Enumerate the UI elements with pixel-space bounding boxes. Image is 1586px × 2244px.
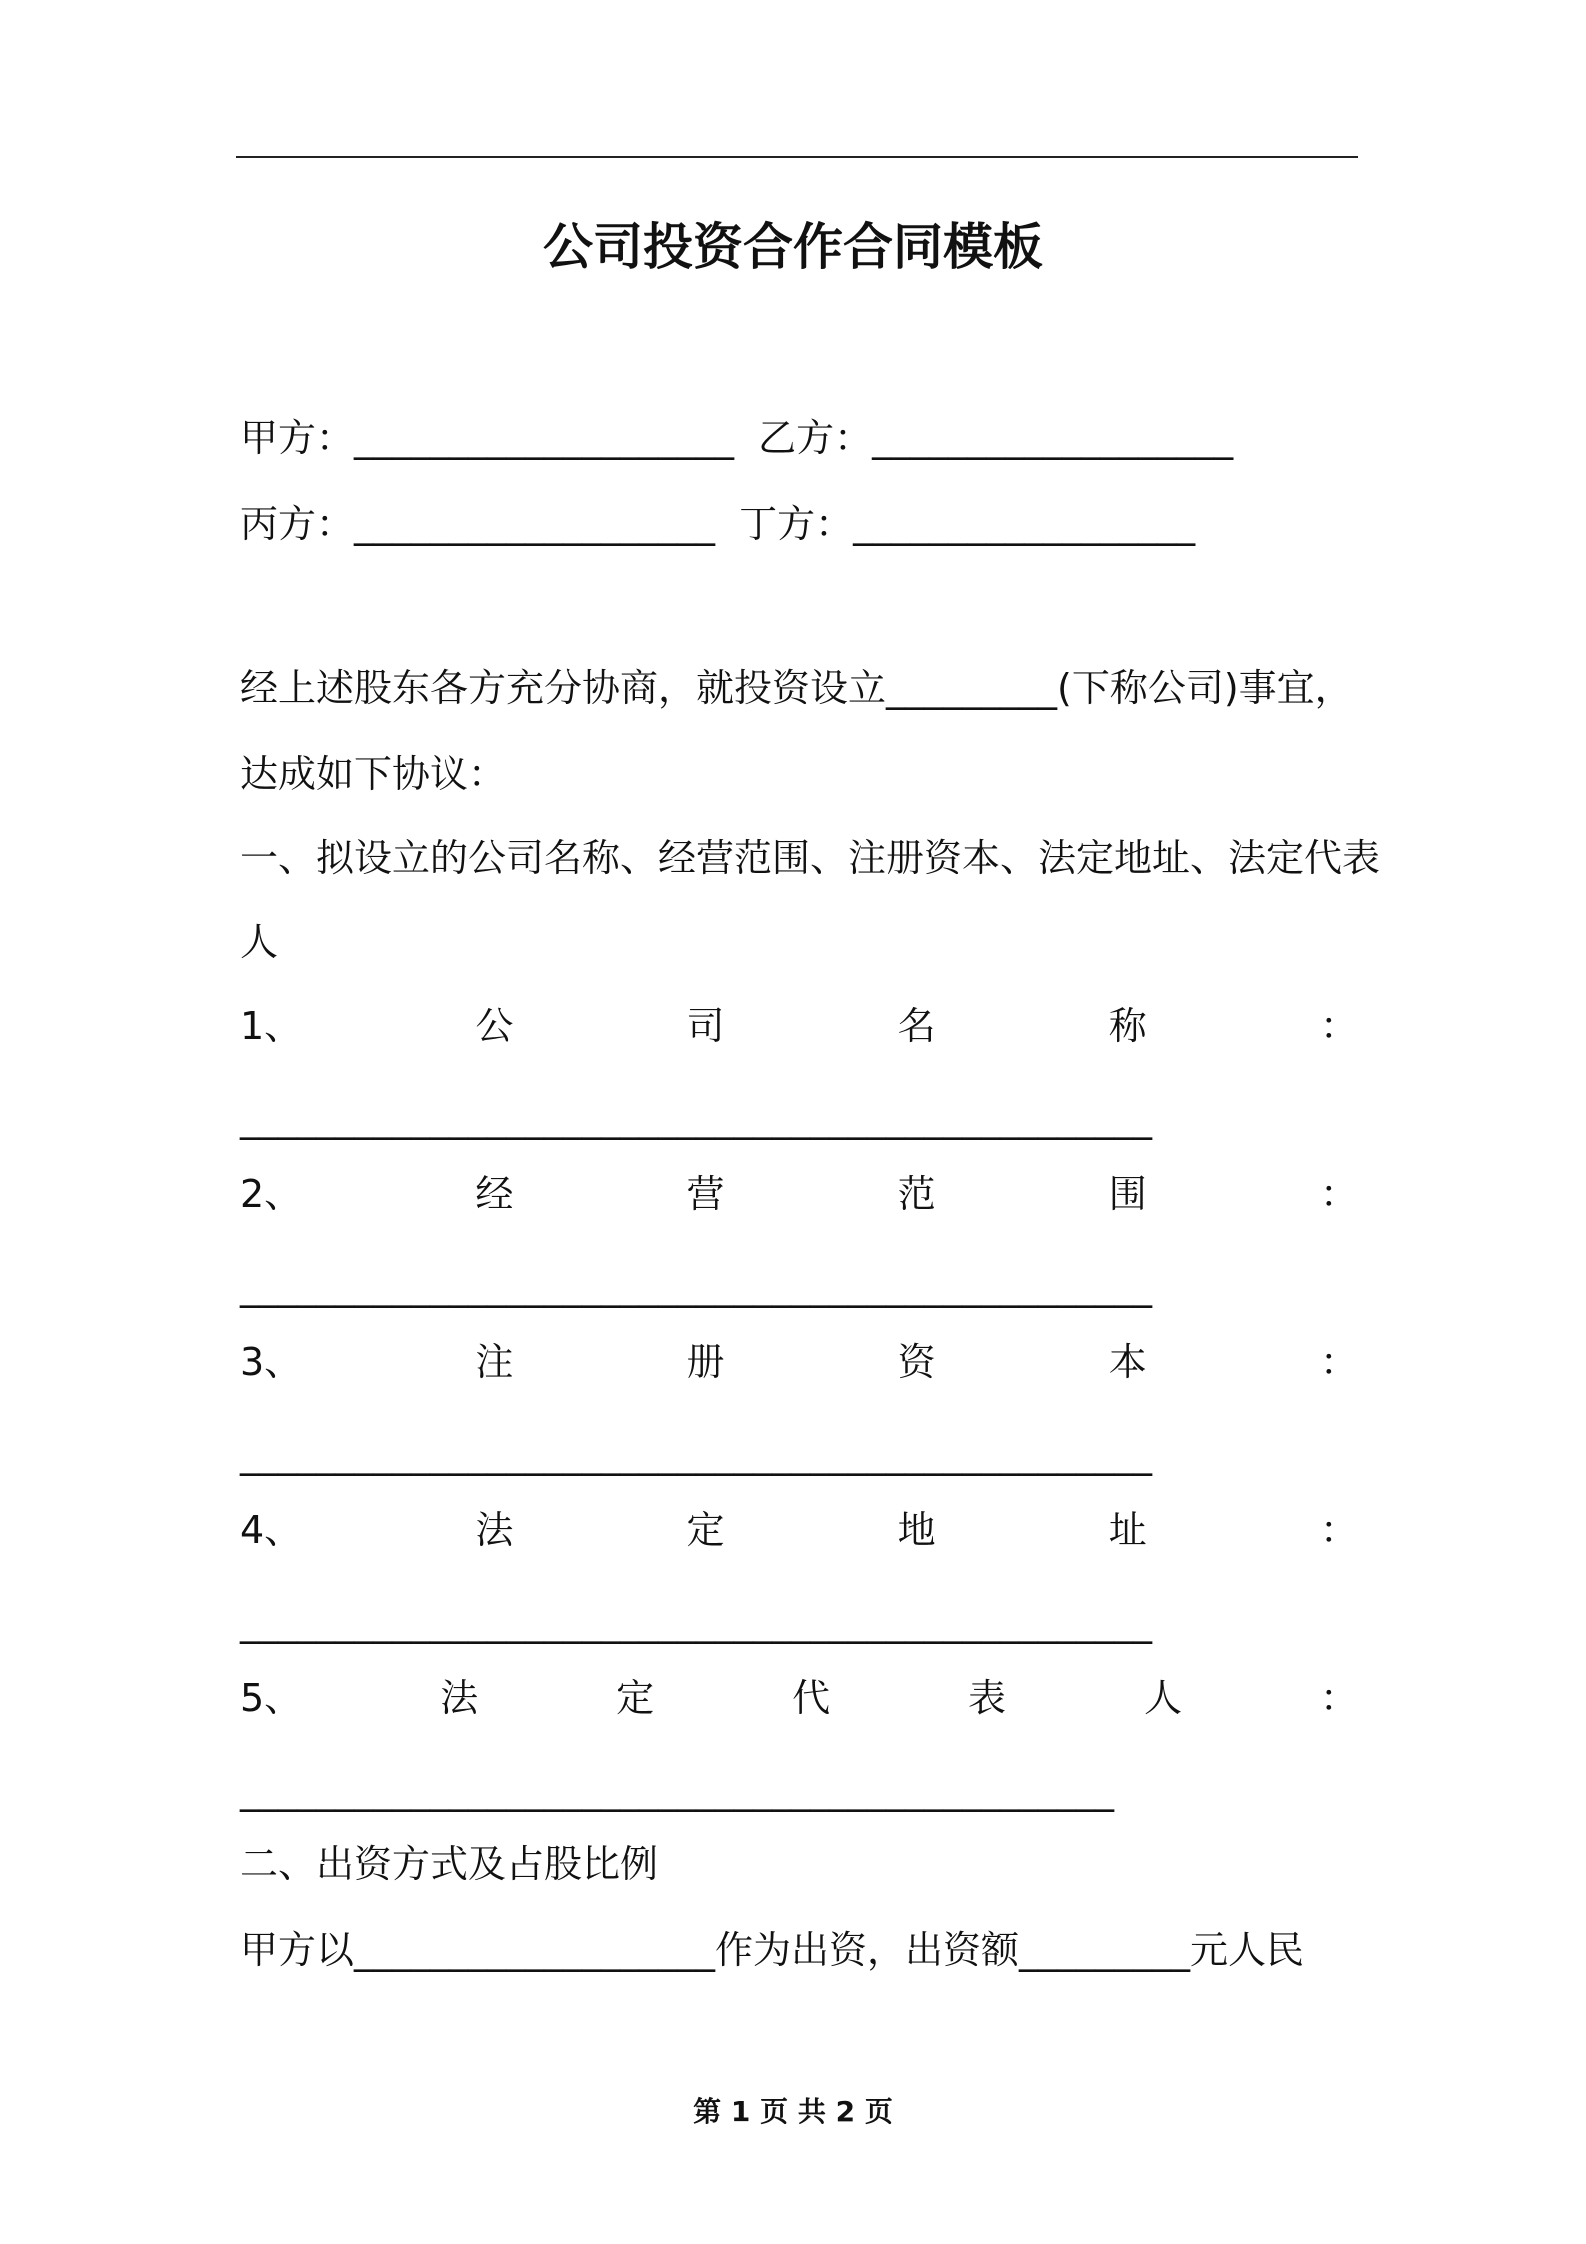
item-3-char: 注 (475, 1340, 514, 1384)
item-5-char: 定 (616, 1676, 655, 1720)
item-4-blank: ________________________________________________ (240, 1600, 1152, 1644)
item-4-char: 址 (1108, 1508, 1147, 1552)
item-1-char: 名 (897, 1004, 936, 1048)
item-3-char: 本 (1108, 1340, 1147, 1384)
item-4-label (240, 1502, 1358, 1558)
section1-heading: 一、拟设立的公司名称、经营范围、注册资本、法定地址、法定代表 (240, 836, 1381, 880)
item-1-char: 司 (686, 1004, 725, 1048)
item-4-char: 4、 (240, 1508, 303, 1552)
item-4-char: ： (1319, 1508, 1358, 1552)
section2-heading: 二、出资方式及占股比例 (240, 1842, 659, 1886)
item-5-blank: ______________________________________________ (240, 1768, 1114, 1812)
item-5-char: 5、 (240, 1676, 303, 1720)
item-3-blank: ________________________________________________ (240, 1432, 1152, 1476)
parties-row-1: 甲方：____________________ 乙方：___________________ (240, 416, 1234, 460)
item-2-blank: ________________________________________________ (240, 1264, 1152, 1308)
item-2-label (240, 1166, 1358, 1222)
item-1-char: 公 (475, 1004, 514, 1048)
item-1-blank: ________________________________________________ (240, 1096, 1152, 1140)
document-title: 公司投资合作合同模板 (543, 218, 1043, 276)
item-4-char: 法 (475, 1508, 514, 1552)
item-5-char: 法 (440, 1676, 479, 1720)
item-2-char: 围 (1108, 1172, 1147, 1216)
item-3-char: 3、 (240, 1340, 303, 1384)
item-2-char: 营 (686, 1172, 725, 1216)
item-1-char: 1、 (240, 1004, 303, 1048)
item-2-char: 2、 (240, 1172, 303, 1216)
item-5-char: ： (1319, 1676, 1358, 1720)
item-3-char: 册 (686, 1340, 725, 1384)
item-1-label (240, 998, 1358, 1054)
section2-line-1: 甲方以___________________作为出资，出资额_________元人民 (240, 1928, 1305, 1972)
section1-heading-cont: 人 (240, 920, 279, 964)
item-3-char: ： (1319, 1340, 1358, 1384)
item-5-char: 人 (1144, 1676, 1183, 1720)
item-4-char: 定 (686, 1508, 725, 1552)
item-2-char: 经 (475, 1172, 514, 1216)
item-2-char: 范 (897, 1172, 936, 1216)
item-4-char: 地 (897, 1508, 936, 1552)
header-rule (236, 156, 1358, 158)
item-2-char: ： (1319, 1172, 1358, 1216)
item-5-char: 表 (968, 1676, 1007, 1720)
item-5-char: 代 (792, 1676, 831, 1720)
item-1-char: 称 (1108, 1004, 1147, 1048)
item-5-label (240, 1670, 1358, 1726)
page-footer: 第 1 页 共 2 页 (693, 2095, 893, 2128)
parties-row-2: 丙方：___________________ 丁方：__________________ (240, 502, 1196, 546)
intro-line-2: 达成如下协议： (240, 752, 507, 796)
item-3-label (240, 1334, 1358, 1390)
intro-line-1: 经上述股东各方充分协商，就投资设立_________(下称公司)事宜， (240, 666, 1353, 710)
item-3-char: 资 (897, 1340, 936, 1384)
item-1-char: ： (1319, 1004, 1358, 1048)
